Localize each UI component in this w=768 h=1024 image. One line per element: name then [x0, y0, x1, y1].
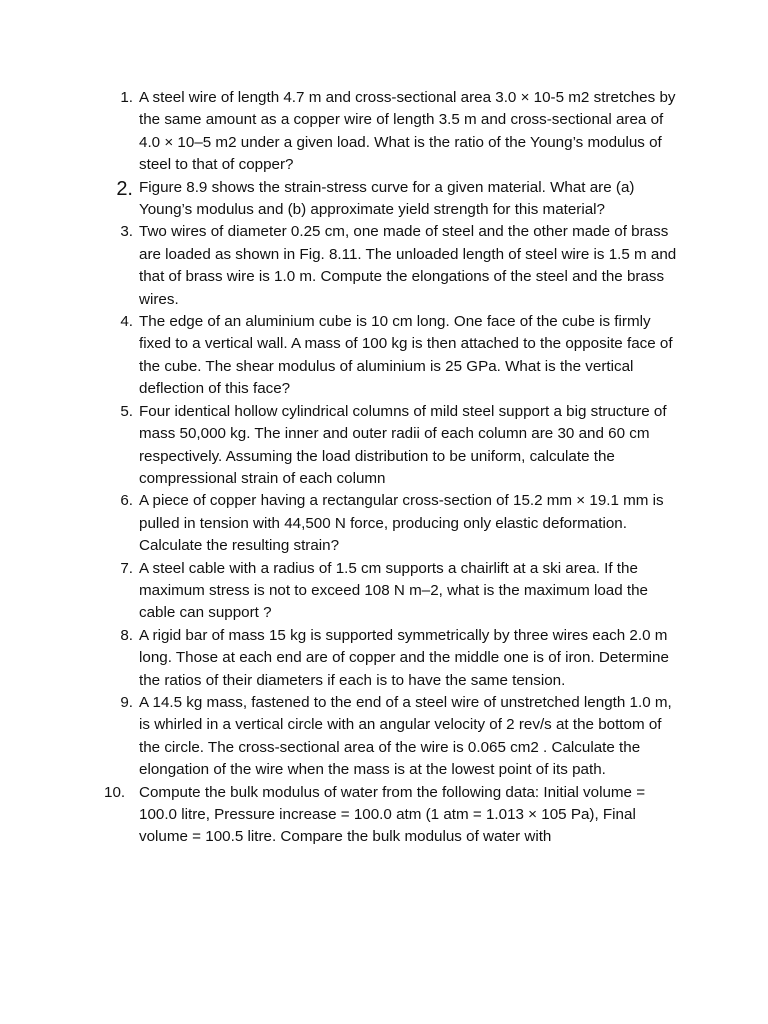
question-text: Compute the bulk modulus of water from the following data: Initial volume = 100.0 litre, Pressure increase = 100.0 atm (1 atm = 1.013 × 105 Pa), Final volume = 100.5 litre. Compare the bulk modulus of water with	[139, 783, 646, 846]
question-text: The edge of an aluminium cube is 10 cm long. One face of the cube is firmly fixed to a vertical wall. A mass of 100 kg is then attached to the opposite face of the cube. The shear modulus of aluminium is 25 GPa. What is the vertical deflection of this face?	[139, 313, 673, 398]
question-text: Figure 8.9 shows the strain-stress curve for a given material. What are (a) Young’s modulus and (b) approximate yield strength for this material?	[139, 178, 635, 219]
question-list	[104, 87, 684, 849]
question-text: Four identical hollow cylindrical columns of mild steel support a big structure of mass 50,000 kg. The inner and outer radii of each column are 30 and 60 cm respectively. Assuming the load distribution to be uniform, calculate the compressional strain of each column	[139, 402, 667, 487]
question-item	[104, 401, 684, 491]
question-number: 6.	[120, 492, 133, 510]
question-item	[104, 221, 684, 311]
question-item	[104, 692, 684, 782]
question-text: A rigid bar of mass 15 kg is supported symmetrically by three wires each 2.0 m long. Those at each end are of copper and the middle one is of iron. Determine the ratios of their diameters if each is to have the same tension.	[139, 626, 669, 689]
question-item	[104, 490, 684, 557]
question-text: A steel cable with a radius of 1.5 cm supports a chairlift at a ski area. If the maximum stress is not to exceed 108 N m–2, what is the maximum load the cable can support ?	[139, 559, 648, 622]
question-item	[104, 177, 684, 222]
question-number: 9.	[120, 693, 133, 711]
question-item	[104, 782, 684, 849]
question-item	[104, 625, 684, 692]
question-text: A piece of copper having a rectangular cross-section of 15.2 mm × 19.1 mm is pulled in tension with 44,500 N force, producing only elastic deformation. Calculate the resulting strain?	[139, 492, 664, 555]
question-text: A 14.5 kg mass, fastened to the end of a steel wire of unstretched length 1.0 m, is whirled in a vertical circle with an angular velocity of 2 rev/s at the bottom of the circle. The cross-sectional area of the wire is 0.065 cm2 . Calculate the elongation of the wire when the mass is at the lowest point of its path.	[139, 693, 672, 779]
question-number: 1.	[120, 89, 133, 106]
question-item	[104, 558, 684, 625]
question-number: 2.	[116, 177, 133, 200]
question-text: Two wires of diameter 0.25 cm, one made of steel and the other made of brass are loaded as shown in Fig. 8.11. The unloaded length of steel wire is 1.5 m and that of brass wire is 1.0 m. Compute the elongations of the steel and the brass wires.	[139, 223, 677, 308]
question-item	[104, 311, 684, 401]
question-number: 5.	[120, 402, 133, 420]
question-item	[104, 87, 684, 177]
question-number: 10.	[104, 783, 126, 801]
question-number: 7.	[120, 559, 133, 577]
question-text: A steel wire of length 4.7 m and cross-sectional area 3.0 × 10-5 m2 stretches by the same amount as a copper wire of length 3.5 m and cross-sectional area of 4.0 × 10–5 m2 under a given load. What is the ratio of the Young’s modulus of steel to that of copper?	[139, 89, 676, 174]
question-number: 3.	[120, 223, 133, 241]
question-number: 8.	[120, 626, 133, 644]
question-number: 4.	[120, 313, 133, 331]
